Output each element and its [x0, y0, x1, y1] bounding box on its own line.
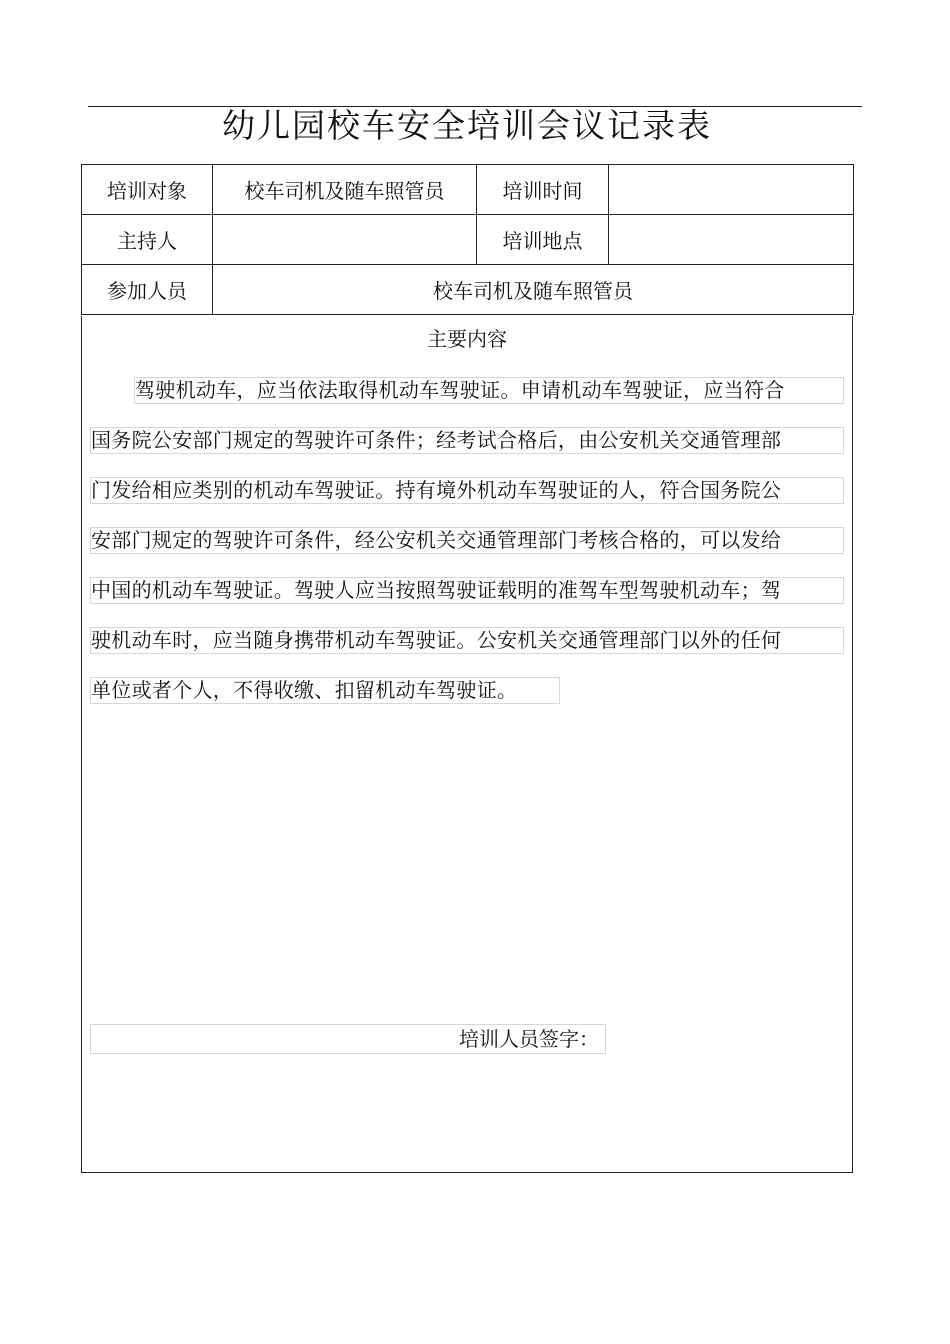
label-training-target: 培训对象 — [82, 165, 213, 215]
value-participants[interactable]: 校车司机及随车照管员 — [213, 265, 854, 315]
content-line: 国务院公安部门规定的驾驶许可条件；经考试合格后，由公安机关交通管理部 — [90, 427, 844, 454]
content-line: 单位或者个人，不得收缴、扣留机动车驾驶证。 — [90, 677, 560, 704]
label-host: 主持人 — [82, 215, 213, 265]
form-row-target-time — [82, 165, 854, 215]
content-line: 驶机动车时，应当随身携带机动车驾驶证。公安机关交通管理部门以外的任何 — [90, 627, 844, 654]
document-title: 幼儿园校车安全培训会议记录表 — [222, 106, 712, 145]
signature-field[interactable] — [90, 1024, 606, 1054]
value-training-time[interactable] — [609, 165, 854, 215]
label-training-time: 培训时间 — [477, 165, 609, 215]
content-line: 中国的机动车驾驶证。驾驶人应当按照驾驶证载明的准驾车型驾驶机动车；驾 — [90, 577, 844, 604]
form-row-host-location — [82, 215, 854, 265]
content-line: 安部门规定的驾驶许可条件，经公安机关交通管理部门考核合格的，可以发给 — [90, 527, 844, 554]
value-training-target[interactable]: 校车司机及随车照管员 — [213, 165, 477, 215]
content-heading: 主要内容 — [427, 327, 507, 351]
meeting-record-form — [81, 164, 854, 315]
value-host[interactable] — [213, 215, 477, 265]
content-line: 驾驶机动车，应当依法取得机动车驾驶证。申请机动车驾驶证，应当符合 — [134, 377, 844, 404]
content-line: 门发给相应类别的机动车驾驶证。持有境外机动车驾驶证的人，符合国务院公 — [90, 477, 844, 504]
form-row-participants — [82, 265, 854, 315]
label-training-location: 培训地点 — [477, 215, 609, 265]
signature-label: 培训人员签字： — [459, 1027, 599, 1051]
main-content-cell[interactable] — [81, 316, 853, 1173]
label-participants: 参加人员 — [82, 265, 213, 315]
value-training-location[interactable] — [609, 215, 854, 265]
